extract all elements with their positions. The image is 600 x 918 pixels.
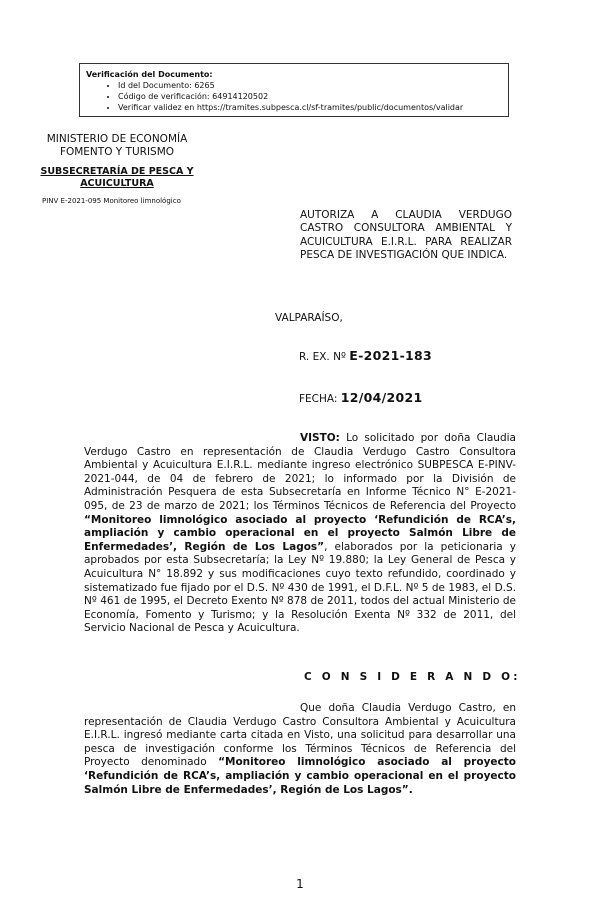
resolution-number-line bbox=[299, 348, 432, 363]
resolution-label: R. EX. Nº bbox=[299, 351, 346, 363]
considerando-paragraph bbox=[84, 702, 516, 797]
visto-text-1: Lo solicitado por doña Claudia Verdugo Castro en representación de Claudia Verdugo Castro Consultora Ambiental y Acuicultura E.I.R.L. mediante ingreso electrónico SUBPESCA E-PINV-2021-044, de 04 de febrero de 2021; lo informado por la División de Administración Pesquera de esta Subsecretaría en Informe Técnico N° E-2021-095, de 23 de marzo de 2021; los Términos Técnicos de Referencia del Proyecto bbox=[84, 432, 516, 512]
subsecretaria-name: SUBSECRETARÍA DE PESCA Y ACUICULTURA bbox=[40, 166, 194, 189]
visto-text-2: , elaborados por la peticionaria y aprobados por esta Subsecretaría; la Ley Nº 19.880; la Ley General de Pesca y Acuicultura N° 18.892 y sus modificaciones cuyo texto refundido, coordinado y sistematizado fue fijado por el D.S. Nº 430 de 1991, el D.F.L. Nº 5 de 1983, el D.S. Nº 461 de 1995, el Decreto Exento Nº 878 de 2011, todos del actual Ministerio de Economía, Fomento y Turismo; y la Resolución Exenta Nº 332 de 2011, del Servicio Nacional de Pesca y Acuicultura. bbox=[84, 540, 516, 635]
verification-box bbox=[79, 63, 509, 117]
resolution-summary: AUTORIZA A CLAUDIA VERDUGO CASTRO CONSULTORA AMBIENTAL Y ACUICULTURA E.I.R.L. PARA REALIZAR PESCA DE INVESTIGACIÓN QUE INDICA. bbox=[300, 209, 512, 262]
date-label: FECHA: bbox=[299, 393, 338, 405]
resolution-number: E-2021-183 bbox=[349, 348, 433, 363]
visto-heading: VISTO: bbox=[300, 432, 340, 444]
date-line bbox=[299, 390, 423, 405]
verification-item-id: • Id del Documento: 6265 bbox=[118, 80, 508, 91]
verification-item-url[interactable]: • Verificar validez en https://tramites.subpesca.cl/sf-tramites/public/documentos/validar bbox=[118, 102, 508, 113]
considerando-heading: C O N S I D E R A N D O: bbox=[304, 671, 521, 683]
considerando-project-title: “Monitoreo limnológico asociado al proyecto ‘Refundición de RCA’s, ampliación y cambio operacional en el proyecto Salmón Libre de Enfermedades’, Región de Los Lagos”. bbox=[84, 756, 517, 796]
place: VALPARAÍSO, bbox=[275, 312, 343, 324]
date-value: 12/04/2021 bbox=[340, 390, 423, 405]
considerando-text-1: Que doña Claudia Verdugo Castro, en representación de Claudia Verdugo Castro Consultora Ambiental y Acuicultura E.I.R.L. ingresó mediante carta citada en Visto, una solicitud para desarrollar una pesca de investigación conforme los Términos Técnicos de Referencia del Proyecto denominado bbox=[84, 702, 516, 769]
verification-list bbox=[86, 80, 508, 113]
visto-paragraph bbox=[84, 432, 516, 636]
verification-title: Verificación del Documento: bbox=[86, 70, 213, 79]
visto-project-title: “Monitoreo limnológico asociado al proyecto ‘Refundición de RCA’s, ampliación y cambio operacional en el proyecto Salmón Libre de Enfermedades’, Región de Los Lagos” bbox=[84, 513, 516, 553]
page-number: 1 bbox=[296, 877, 304, 891]
verification-item-code: • Código de verificación: 64914120502 bbox=[118, 91, 508, 102]
reference-code: PINV E-2021-095 Monitoreo limnológico bbox=[42, 197, 181, 205]
ministry-name: MINISTERIO DE ECONOMÍA FOMENTO Y TURISMO bbox=[46, 133, 188, 158]
